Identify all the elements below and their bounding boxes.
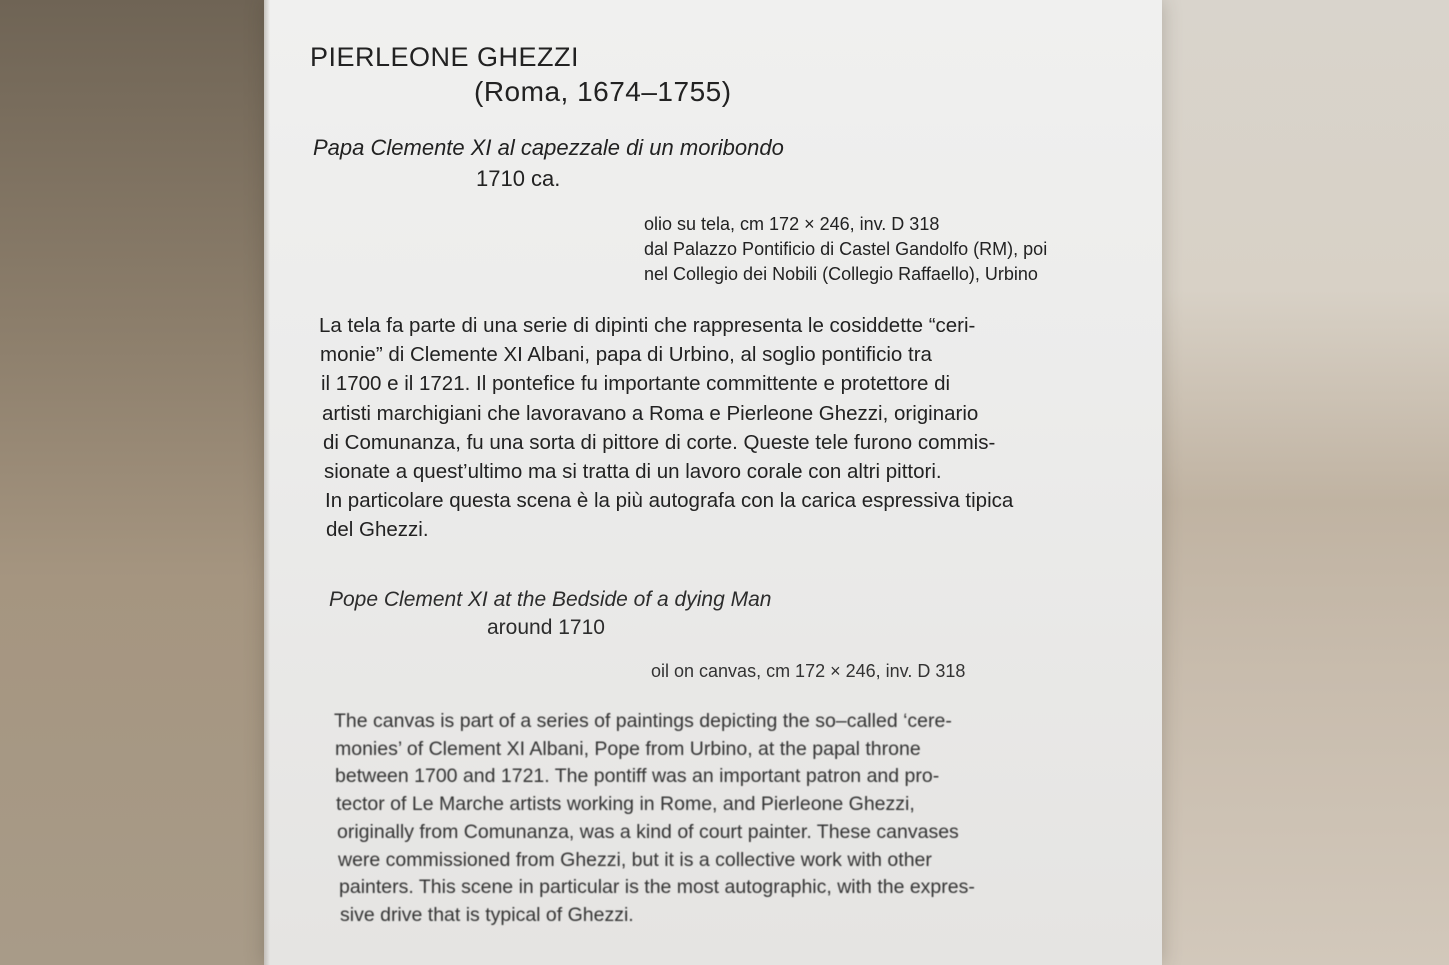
italian-body-line: del Ghezzi.: [326, 518, 429, 542]
english-description: [334, 708, 975, 930]
english-body-line: sive drive that is typical of Ghezzi.: [340, 903, 634, 926]
italian-meta-line: dal Palazzo Pontificio di Castel Gandolfo (RM), poi: [644, 239, 1048, 259]
italian-meta-line: olio su tela, cm 172 × 246, inv. D 318: [644, 214, 940, 234]
italian-body-line: In particolare questa scena è la più autografa con la carica espressiva tipica: [325, 489, 1014, 513]
english-meta: oil on canvas, cm 172 × 246, inv. D 318: [651, 661, 966, 681]
english-body-line: tector of Le Marche artists working in Rome, and Pierleone Ghezzi,: [336, 793, 915, 816]
background-right-wall: [1150, 0, 1449, 965]
italian-body-line: artisti marchigiani che lavoravano a Roma e Pierleone Ghezzi, originario: [322, 401, 979, 425]
english-body-line: between 1700 and 1721. The pontiff was an important patron and pro-: [335, 765, 940, 788]
background-left-wall: [0, 0, 300, 965]
italian-title: Papa Clemente XI al capezzale di un moribondo: [313, 135, 784, 160]
english-body-line: painters. This scene in particular is the most autographic, with the expres-: [339, 876, 975, 899]
english-body-line: monies’ of Clement XI Albani, Pope from Urbino, at the papal throne: [335, 737, 921, 760]
english-date: around 1710: [487, 616, 605, 639]
panel-left-edge: [264, 0, 270, 965]
artist-dates: (Roma, 1674–1755): [474, 76, 732, 107]
italian-body-line: sionate a quest’ultimo ma si tratta di un lavoro corale con altri pittori.: [324, 460, 942, 484]
italian-body-line: il 1700 e il 1721. Il pontefice fu importante committente e protettore di: [321, 372, 951, 396]
english-body-line: were commissioned from Ghezzi, but it is a collective work with other: [338, 848, 932, 871]
italian-meta: [644, 212, 1047, 287]
english-body-line: The canvas is part of a series of paintings depicting the so–called ‘cere-: [334, 710, 952, 732]
italian-body-line: monie” di Clemente XI Albani, papa di Urbino, al soglio pontificio tra: [320, 343, 932, 367]
italian-body-line: di Comunanza, fu una sorta di pittore di corte. Queste tele furono commis-: [323, 430, 996, 454]
artist-name: PIERLEONE GHEZZI: [310, 42, 580, 72]
english-title: Pope Clement XI at the Bedside of a dying Man: [329, 588, 772, 611]
italian-date: 1710 ca.: [476, 166, 561, 191]
italian-meta-line: nel Collegio dei Nobili (Collegio Raffaello), Urbino: [644, 264, 1038, 284]
english-body-line: originally from Comunanza, was a kind of court painter. These canvases: [337, 820, 959, 843]
italian-body-line: La tela fa parte di una serie di dipinti che rappresenta le cosiddette “ceri-: [319, 314, 976, 337]
italian-description: [319, 311, 1013, 545]
